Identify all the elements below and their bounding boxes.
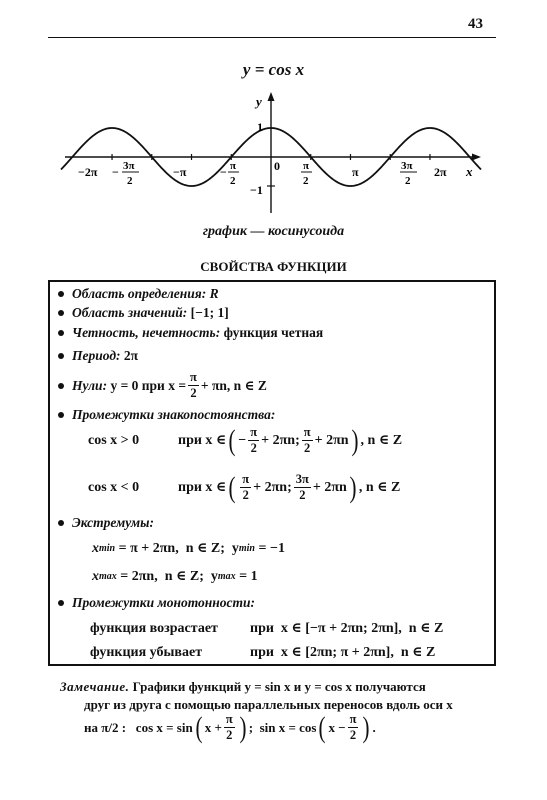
note-text-end: . xyxy=(372,719,376,735)
x-tick-neg-3pi2-sign: − xyxy=(112,165,119,179)
ymax-sub: max xyxy=(217,571,236,582)
ymax-rest: = 1 xyxy=(235,568,258,584)
neg-when: при x ∈ xyxy=(178,480,227,495)
neg-n: , n ∈ Z xyxy=(358,480,401,495)
x-axis-label: x xyxy=(466,164,473,179)
ymin-rest: = −1 xyxy=(254,540,285,556)
close-paren: ) xyxy=(351,423,359,457)
dec-text: функция убывает xyxy=(90,644,203,660)
note-line-3 xyxy=(84,712,376,743)
chart-caption: график — косинусоида xyxy=(202,224,345,239)
properties-box xyxy=(48,280,496,666)
fraction-den: 2 xyxy=(190,386,197,400)
list-item-monotonicity xyxy=(58,595,255,611)
close-paren: ) xyxy=(349,470,357,504)
range-label: Область значений: xyxy=(72,305,188,320)
positive-interval xyxy=(88,425,402,456)
note-text-3c: ; sin x = cos xyxy=(248,719,317,735)
x-tick-3pi2-num: 3π xyxy=(401,160,413,172)
origin-label: 0 xyxy=(274,159,280,173)
bullet-icon xyxy=(58,310,64,316)
list-item-parity xyxy=(58,325,323,341)
chart-title xyxy=(0,60,547,80)
fraction-den: 2 xyxy=(304,441,311,455)
pos-b-fraction xyxy=(302,425,313,456)
period-value: 2π xyxy=(123,348,139,363)
minimum-line xyxy=(92,540,285,557)
maximum-line xyxy=(92,568,258,585)
x-tick-2pi: 2π xyxy=(434,165,447,179)
list-item-extrema xyxy=(58,515,154,531)
close-paren: ) xyxy=(239,710,247,744)
fraction-den: 2 xyxy=(299,488,306,502)
negative-interval xyxy=(88,472,400,503)
fraction-num: π xyxy=(349,712,357,726)
x-tick-pi: π xyxy=(352,165,359,179)
open-paren: ( xyxy=(318,710,326,744)
chart-title-text: y = cos x xyxy=(242,60,305,79)
note-text-3d: x − xyxy=(328,719,346,735)
x-tick-pi2-num: π xyxy=(303,160,310,172)
x-tick-neg-pi2-sign: − xyxy=(220,165,227,179)
xmax-rest: = 2πn, n ∈ Z; y xyxy=(116,569,218,584)
note-fraction-1 xyxy=(224,712,235,743)
bullet-icon xyxy=(58,353,64,359)
pos-a-sign: − xyxy=(238,432,247,448)
fraction-den: 2 xyxy=(242,488,249,502)
bullet-icon xyxy=(58,330,64,336)
fraction-num: 3π xyxy=(295,472,309,486)
list-item-sign xyxy=(58,407,275,423)
y-tick-bottom: −1 xyxy=(250,183,263,197)
cosine-graph xyxy=(55,88,485,218)
open-paren: ( xyxy=(228,470,236,504)
fraction-num: π xyxy=(225,712,233,726)
domain-label: Область определения: xyxy=(72,286,207,301)
extrema-label: Экстремумы: xyxy=(72,515,155,530)
open-paren: ( xyxy=(195,710,203,744)
bullet-icon xyxy=(58,520,64,526)
header-rule xyxy=(48,37,496,38)
xmin-rest: = π + 2πn, n ∈ Z; y xyxy=(115,541,239,556)
bullet-icon xyxy=(58,291,64,297)
properties-heading: СВОЙСТВА ФУНКЦИИ xyxy=(200,259,347,274)
note-fraction-2 xyxy=(348,712,359,743)
close-paren: ) xyxy=(362,710,370,744)
note-text-1: Графики функций y = sin x и y = cos x получаются xyxy=(132,679,426,694)
fraction-num: π xyxy=(190,370,197,384)
inc-text: функция возрастает xyxy=(90,620,218,636)
period-label: Период: xyxy=(72,348,121,363)
neg-b-fraction xyxy=(294,472,311,503)
sign-label: Промежутки знакопостоянства: xyxy=(72,407,276,422)
y-tick-top: 1 xyxy=(257,120,263,134)
x-axis-arrow xyxy=(472,154,481,161)
xmax-var: x xyxy=(92,568,99,584)
fraction-num: π xyxy=(242,472,250,486)
pos-when: при x ∈ xyxy=(178,433,227,448)
zeros-pre: y = 0 при x = xyxy=(110,377,187,393)
zeros-fraction xyxy=(188,370,199,401)
fraction-den: 2 xyxy=(226,728,233,742)
xmax-sub: max xyxy=(99,571,117,582)
list-item-range xyxy=(58,305,229,321)
x-tick-pi2-den: 2 xyxy=(303,175,309,187)
xmin-sub: min xyxy=(99,543,116,554)
pos-b-post: + 2πn xyxy=(314,432,349,448)
list-item-zeros xyxy=(58,370,267,401)
fraction-num: π xyxy=(303,425,311,439)
fraction-den: 2 xyxy=(250,441,257,455)
list-item-period xyxy=(58,348,138,364)
mono-label: Промежутки монотонности: xyxy=(72,595,256,610)
neg-a-post: + 2πn; xyxy=(253,479,292,495)
open-paren: ( xyxy=(228,423,236,457)
ymin-sub: min xyxy=(238,543,255,554)
neg-b-post: + 2πn xyxy=(312,479,347,495)
xmin-var: x xyxy=(92,540,99,556)
note-line-1 xyxy=(60,678,500,696)
fraction-den: 2 xyxy=(349,728,357,742)
y-axis-arrow xyxy=(268,92,275,101)
bullet-icon xyxy=(58,383,64,389)
neg-lhs: cos x < 0 xyxy=(88,479,140,495)
zeros-post: + πn, n ∈ Z xyxy=(200,377,267,393)
bullet-icon xyxy=(58,412,64,418)
domain-value: R xyxy=(209,286,219,301)
inc-when: при x ∈ [−π + 2πn; 2πn], n ∈ Z xyxy=(250,621,444,636)
pos-a-fraction xyxy=(248,425,259,456)
list-item-domain xyxy=(58,286,219,302)
x-tick-neg-3pi2-num: 3π xyxy=(123,160,135,172)
decreasing-line xyxy=(90,644,435,661)
x-tick-neg-pi: −π xyxy=(173,165,187,179)
x-tick-neg-2pi: −2π xyxy=(78,165,98,179)
x-tick-neg-pi2-den: 2 xyxy=(230,175,236,187)
note-text-3b: x + xyxy=(204,719,222,735)
y-axis-label: y xyxy=(256,94,262,109)
x-tick-3pi2-den: 2 xyxy=(405,175,411,187)
parity-label: Четность, нечетность: xyxy=(72,325,221,340)
pos-a-post: + 2πn; xyxy=(261,432,300,448)
note-label: Замечание. xyxy=(60,679,130,694)
increasing-line xyxy=(90,620,443,637)
note-line-2: друг из друга с помощью параллельных переносов вдоль оси x xyxy=(84,697,453,712)
bullet-icon xyxy=(58,600,64,606)
fraction-num: π xyxy=(250,425,258,439)
dec-when: при x ∈ [2πn; π + 2πn], n ∈ Z xyxy=(250,645,436,660)
neg-a-fraction xyxy=(240,472,251,503)
x-tick-neg-3pi2-den: 2 xyxy=(127,175,133,187)
x-tick-neg-pi2-num: π xyxy=(230,160,237,172)
note-text-3a: на π/2 : cos x = sin xyxy=(84,719,193,735)
pos-lhs: cos x > 0 xyxy=(88,432,140,448)
parity-value: функция четная xyxy=(223,325,324,340)
pos-n: , n ∈ Z xyxy=(360,433,403,448)
range-value: [−1; 1] xyxy=(190,305,229,320)
page-number: 43 xyxy=(468,16,483,32)
zeros-label: Нули: xyxy=(72,377,108,393)
